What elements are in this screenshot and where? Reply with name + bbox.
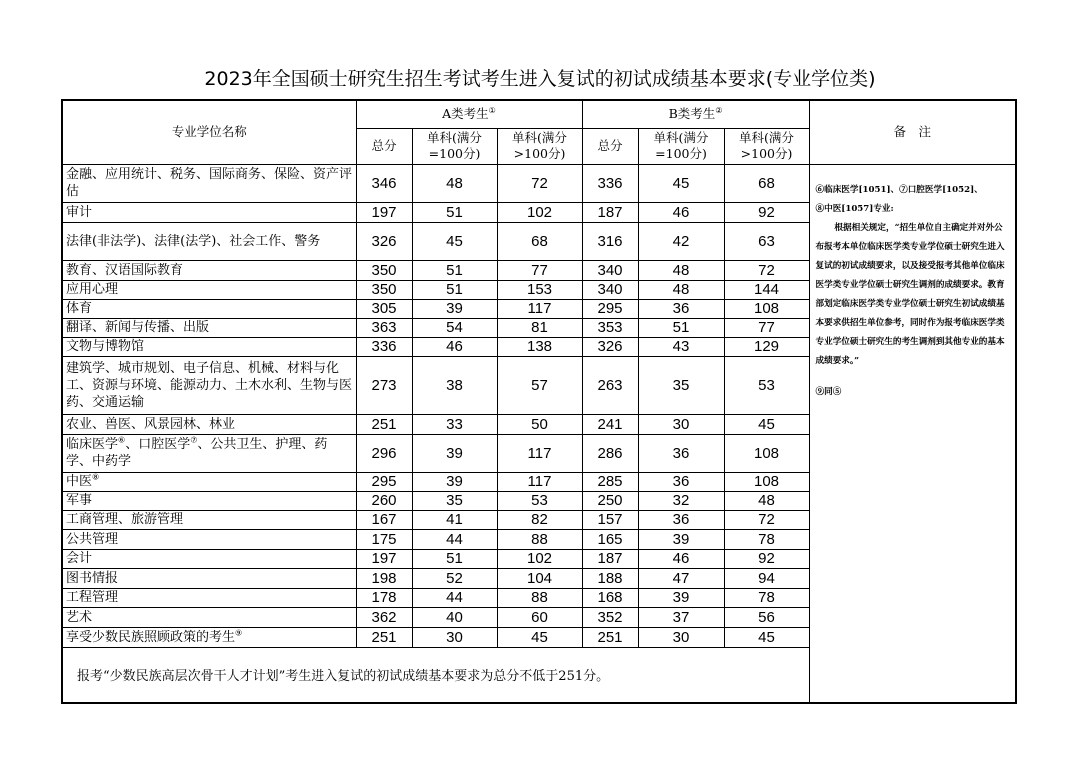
- score-b-total: 353: [582, 318, 638, 337]
- major-name: 工商管理、旅游管理: [62, 510, 356, 529]
- score-a-single-gt100: 50: [497, 414, 582, 434]
- score-b-single-100: 30: [638, 627, 724, 647]
- major-name: 艺术: [62, 607, 356, 627]
- score-a-single-100: 51: [412, 202, 497, 222]
- score-b-single-gt100: 94: [724, 568, 809, 588]
- score-b-single-100: 30: [638, 414, 724, 434]
- score-b-single-100: 46: [638, 549, 724, 568]
- score-a-single-100: 52: [412, 568, 497, 588]
- score-a-single-gt100: 60: [497, 607, 582, 627]
- header-group-a: A类考生①: [356, 100, 582, 128]
- score-b-single-100: 48: [638, 280, 724, 299]
- header-group-b: B类考生②: [582, 100, 809, 128]
- score-a-total: 326: [356, 222, 412, 260]
- score-a-single-gt100: 102: [497, 549, 582, 568]
- major-name: 公共管理: [62, 529, 356, 549]
- score-b-single-gt100: 108: [724, 472, 809, 491]
- score-b-single-gt100: 72: [724, 260, 809, 280]
- score-b-total: 251: [582, 627, 638, 647]
- header-a-single-100: 单科(满分 =100分): [412, 128, 497, 164]
- score-a-single-100: 44: [412, 588, 497, 607]
- score-b-total: 286: [582, 434, 638, 472]
- major-name: 建筑学、城市规划、电子信息、机械、材料与化工、资源与环境、能源动力、土木水利、生物与医药、交通运输: [62, 356, 356, 414]
- score-b-single-100: 32: [638, 491, 724, 510]
- footnote: 报考“少数民族高层次骨干人才计划”考生进入复试的初试成绩基本要求为总分不低于251分。: [62, 647, 809, 703]
- score-b-total: 187: [582, 549, 638, 568]
- score-a-total: 336: [356, 337, 412, 356]
- score-b-total: 263: [582, 356, 638, 414]
- score-b-total: 295: [582, 299, 638, 318]
- score-b-single-100: 43: [638, 337, 724, 356]
- score-a-single-gt100: 88: [497, 529, 582, 549]
- major-name: 工程管理: [62, 588, 356, 607]
- score-a-total: 260: [356, 491, 412, 510]
- major-name: 教育、汉语国际教育: [62, 260, 356, 280]
- score-b-single-gt100: 56: [724, 607, 809, 627]
- score-b-single-gt100: 78: [724, 588, 809, 607]
- score-b-single-gt100: 63: [724, 222, 809, 260]
- score-b-total: 326: [582, 337, 638, 356]
- score-a-single-gt100: 81: [497, 318, 582, 337]
- score-a-single-100: 39: [412, 472, 497, 491]
- score-b-single-gt100: 78: [724, 529, 809, 549]
- score-b-single-100: 37: [638, 607, 724, 627]
- major-name: 翻译、新闻与传播、出版: [62, 318, 356, 337]
- score-b-total: 241: [582, 414, 638, 434]
- score-b-single-100: 36: [638, 434, 724, 472]
- score-a-single-gt100: 117: [497, 434, 582, 472]
- score-a-total: 251: [356, 627, 412, 647]
- score-b-single-gt100: 53: [724, 356, 809, 414]
- score-a-single-gt100: 153: [497, 280, 582, 299]
- score-a-single-100: 39: [412, 434, 497, 472]
- score-a-total: 362: [356, 607, 412, 627]
- header-b-single-100: 单科(满分 =100分): [638, 128, 724, 164]
- score-b-single-gt100: 92: [724, 549, 809, 568]
- score-a-single-gt100: 45: [497, 627, 582, 647]
- score-a-single-gt100: 57: [497, 356, 582, 414]
- score-a-total: 350: [356, 260, 412, 280]
- remarks-paragraph: 根据相关规定，“招生单位自主确定并对外公布报考本单位临床医学类专业学位硕士研究生进入复试的初试成绩要求，以及接受报考其他单位临床医学类专业学位硕士研究生调剂的成绩要求。教育部划定临床医学类专业学位硕士研究生初试成绩基本要求供招生单位参考，同时作为报考临床医学类专业学位硕士研究生的考生调剂到其他专业的基本成绩要求。”: [815, 222, 1005, 366]
- score-b-total: 316: [582, 222, 638, 260]
- score-b-single-100: 35: [638, 356, 724, 414]
- score-a-single-100: 54: [412, 318, 497, 337]
- remarks-same: ⑨同⑤: [815, 386, 842, 397]
- score-b-total: 336: [582, 164, 638, 202]
- score-a-total: 251: [356, 414, 412, 434]
- major-name: 金融、应用统计、税务、国际商务、保险、资产评估: [62, 164, 356, 202]
- score-a-total: 350: [356, 280, 412, 299]
- score-b-total: 187: [582, 202, 638, 222]
- score-b-single-gt100: 48: [724, 491, 809, 510]
- score-b-total: 168: [582, 588, 638, 607]
- score-b-total: 340: [582, 260, 638, 280]
- score-b-single-gt100: 92: [724, 202, 809, 222]
- remarks-line2: ⑧中医[1057]专业:: [815, 203, 894, 214]
- score-a-single-gt100: 138: [497, 337, 582, 356]
- score-a-single-gt100: 117: [497, 299, 582, 318]
- major-name: 体育: [62, 299, 356, 318]
- score-b-single-gt100: 129: [724, 337, 809, 356]
- score-b-single-100: 47: [638, 568, 724, 588]
- score-a-single-100: 51: [412, 549, 497, 568]
- major-name: 中医⑧: [62, 472, 356, 491]
- score-a-total: 197: [356, 549, 412, 568]
- score-a-single-gt100: 68: [497, 222, 582, 260]
- score-b-total: 285: [582, 472, 638, 491]
- score-b-single-gt100: 45: [724, 627, 809, 647]
- score-a-single-gt100: 82: [497, 510, 582, 529]
- score-a-single-100: 30: [412, 627, 497, 647]
- header-a-single-gt100: 单科(满分 >100分): [497, 128, 582, 164]
- score-b-total: 352: [582, 607, 638, 627]
- score-a-single-100: 46: [412, 337, 497, 356]
- score-a-total: 197: [356, 202, 412, 222]
- score-a-total: 178: [356, 588, 412, 607]
- score-a-single-gt100: 53: [497, 491, 582, 510]
- score-b-single-100: 39: [638, 588, 724, 607]
- score-a-total: 295: [356, 472, 412, 491]
- major-name: 图书情报: [62, 568, 356, 588]
- score-a-single-100: 33: [412, 414, 497, 434]
- score-b-single-100: 45: [638, 164, 724, 202]
- score-b-single-gt100: 77: [724, 318, 809, 337]
- major-name: 法律(非法学)、法律(法学)、社会工作、警务: [62, 222, 356, 260]
- score-b-total: 188: [582, 568, 638, 588]
- score-a-single-100: 44: [412, 529, 497, 549]
- major-name: 文物与博物馆: [62, 337, 356, 356]
- score-b-single-gt100: 108: [724, 299, 809, 318]
- major-name: 享受少数民族照顾政策的考生⑨: [62, 627, 356, 647]
- score-a-single-gt100: 72: [497, 164, 582, 202]
- score-a-total: 346: [356, 164, 412, 202]
- score-a-total: 296: [356, 434, 412, 472]
- score-b-total: 340: [582, 280, 638, 299]
- score-b-single-100: 36: [638, 510, 724, 529]
- score-a-total: 175: [356, 529, 412, 549]
- major-name: 农业、兽医、风景园林、林业: [62, 414, 356, 434]
- score-a-single-gt100: 104: [497, 568, 582, 588]
- score-b-single-gt100: 108: [724, 434, 809, 472]
- score-a-single-gt100: 102: [497, 202, 582, 222]
- score-a-single-100: 39: [412, 299, 497, 318]
- score-a-total: 167: [356, 510, 412, 529]
- header-a-total: 总分: [356, 128, 412, 164]
- score-a-single-100: 45: [412, 222, 497, 260]
- header-major-name: 专业学位名称: [62, 100, 356, 164]
- score-b-single-gt100: 144: [724, 280, 809, 299]
- score-b-single-100: 46: [638, 202, 724, 222]
- score-b-total: 157: [582, 510, 638, 529]
- score-b-single-gt100: 68: [724, 164, 809, 202]
- header-b-single-gt100: 单科(满分 >100分): [724, 128, 809, 164]
- score-a-total: 198: [356, 568, 412, 588]
- score-b-single-gt100: 45: [724, 414, 809, 434]
- score-a-single-100: 48: [412, 164, 497, 202]
- remarks-cell: [809, 164, 1016, 703]
- score-a-single-100: 38: [412, 356, 497, 414]
- score-b-single-100: 51: [638, 318, 724, 337]
- score-b-single-100: 42: [638, 222, 724, 260]
- major-name: 审计: [62, 202, 356, 222]
- score-a-single-100: 41: [412, 510, 497, 529]
- score-b-single-100: 39: [638, 529, 724, 549]
- score-a-total: 273: [356, 356, 412, 414]
- score-a-single-100: 51: [412, 280, 497, 299]
- score-a-single-gt100: 117: [497, 472, 582, 491]
- header-remarks: 备 注: [809, 100, 1016, 164]
- score-a-single-100: 51: [412, 260, 497, 280]
- score-a-single-100: 35: [412, 491, 497, 510]
- table-row: [62, 164, 1016, 202]
- score-b-single-gt100: 72: [724, 510, 809, 529]
- score-b-single-100: 48: [638, 260, 724, 280]
- score-a-total: 363: [356, 318, 412, 337]
- score-a-total: 305: [356, 299, 412, 318]
- score-b-total: 165: [582, 529, 638, 549]
- score-b-total: 250: [582, 491, 638, 510]
- major-name: 应用心理: [62, 280, 356, 299]
- major-name: 临床医学⑥、口腔医学⑦、公共卫生、护理、药学、中药学: [62, 434, 356, 472]
- page-title: 2023年全国硕士研究生招生考试考生进入复试的初试成绩基本要求(专业学位类): [204, 68, 876, 90]
- score-a-single-gt100: 77: [497, 260, 582, 280]
- header-b-total: 总分: [582, 128, 638, 164]
- score-b-single-100: 36: [638, 472, 724, 491]
- score-table: [61, 99, 1017, 704]
- major-name: 军事: [62, 491, 356, 510]
- score-b-single-100: 36: [638, 299, 724, 318]
- score-a-single-gt100: 88: [497, 588, 582, 607]
- major-name: 会计: [62, 549, 356, 568]
- score-a-single-100: 40: [412, 607, 497, 627]
- remarks-line1: ⑥临床医学[1051]、⑦口腔医学[1052]、: [815, 184, 983, 195]
